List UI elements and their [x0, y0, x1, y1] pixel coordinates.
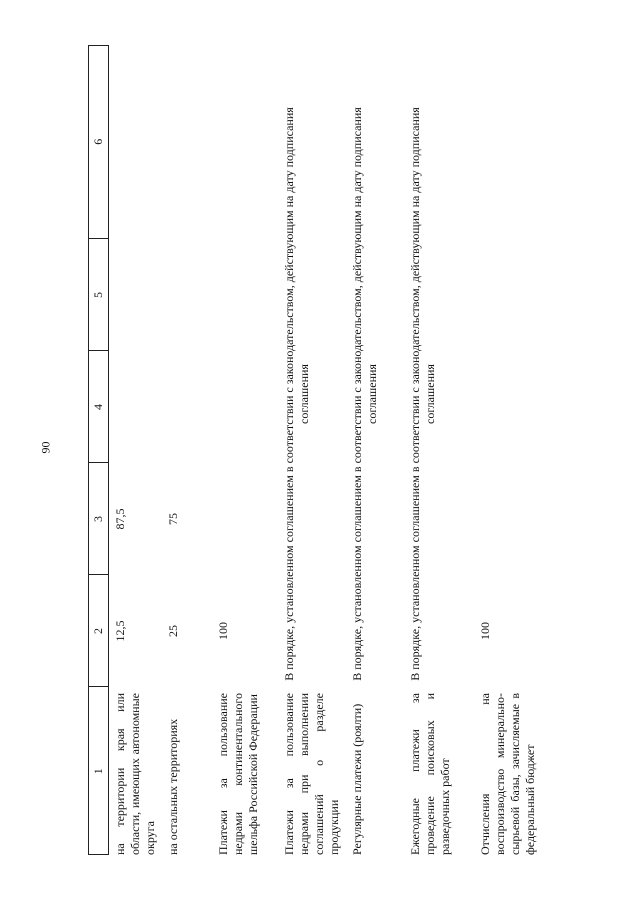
cell-col-5	[109, 239, 159, 351]
cell-col-3: 87,5	[113, 508, 127, 530]
row-name: Платежи за пользование недрами при выполнении соглашений о разделе продукции	[282, 693, 341, 855]
merged-note: В порядке, установленном соглашением в соответствии с законодательством, действующим на дату подписания соглашения	[282, 107, 311, 681]
cell-col-6	[109, 45, 159, 239]
cell-col-6	[158, 45, 208, 239]
cell-col-2: 12,5	[113, 620, 127, 642]
page-number: 90	[38, 441, 53, 454]
cell-col-4	[158, 351, 208, 463]
cell-col-3: 75	[166, 513, 180, 525]
cell-col-5	[208, 239, 274, 351]
cell-col-3	[468, 463, 558, 575]
cell-col-4	[208, 351, 274, 463]
row-name: Платежи за пользование недрами континентального шельфа Российской Федерации	[216, 693, 260, 855]
revenue-distribution-table	[88, 45, 607, 855]
cell-col-6	[208, 45, 274, 239]
cell-col-5	[158, 239, 208, 351]
table-row	[274, 45, 342, 855]
table-header-row	[88, 45, 109, 855]
merged-note: В порядке, установленном соглашением в соответствии с законодательством, действующим на дату подписания соглашения	[350, 107, 379, 681]
row-name: Отчисления на воспроизводство минерально-сырьевой базы, зачисляемые в федеральный бюджет	[478, 693, 537, 855]
table-left-rule	[88, 854, 108, 855]
column-header-6: 6	[88, 45, 109, 239]
cell-col-4	[468, 351, 558, 463]
column-header-3: 3	[88, 463, 109, 575]
column-header-2: 2	[88, 575, 109, 687]
row-name: Регулярные платежи (роялти)	[350, 703, 364, 855]
table-row	[342, 45, 400, 855]
cell-col-4	[109, 351, 159, 463]
row-name: на территории края или области, имеющих автономные округа	[113, 693, 157, 855]
column-header-5: 5	[88, 239, 109, 351]
table-row	[109, 45, 159, 855]
cell-col-6	[468, 45, 558, 239]
table-row	[208, 45, 274, 855]
cell-col-3	[208, 463, 274, 575]
column-header-1: 1	[88, 687, 109, 855]
merged-note: В порядке, установленном соглашением в соответствии с законодательством, действующим на дату подписания соглашения	[408, 107, 437, 681]
cell-col-2: 100	[216, 622, 230, 640]
table-row	[400, 45, 468, 855]
row-name: Ежегодные платежи за проведение поисковых и разведочных работ	[408, 693, 452, 855]
table	[88, 45, 558, 855]
table-row	[468, 45, 558, 855]
row-name: на остальных территориях	[166, 718, 180, 855]
table-row	[158, 45, 208, 855]
cell-col-5	[468, 239, 558, 351]
column-header-4: 4	[88, 351, 109, 463]
cell-col-2: 100	[478, 622, 492, 640]
cell-col-2: 25	[166, 625, 180, 637]
